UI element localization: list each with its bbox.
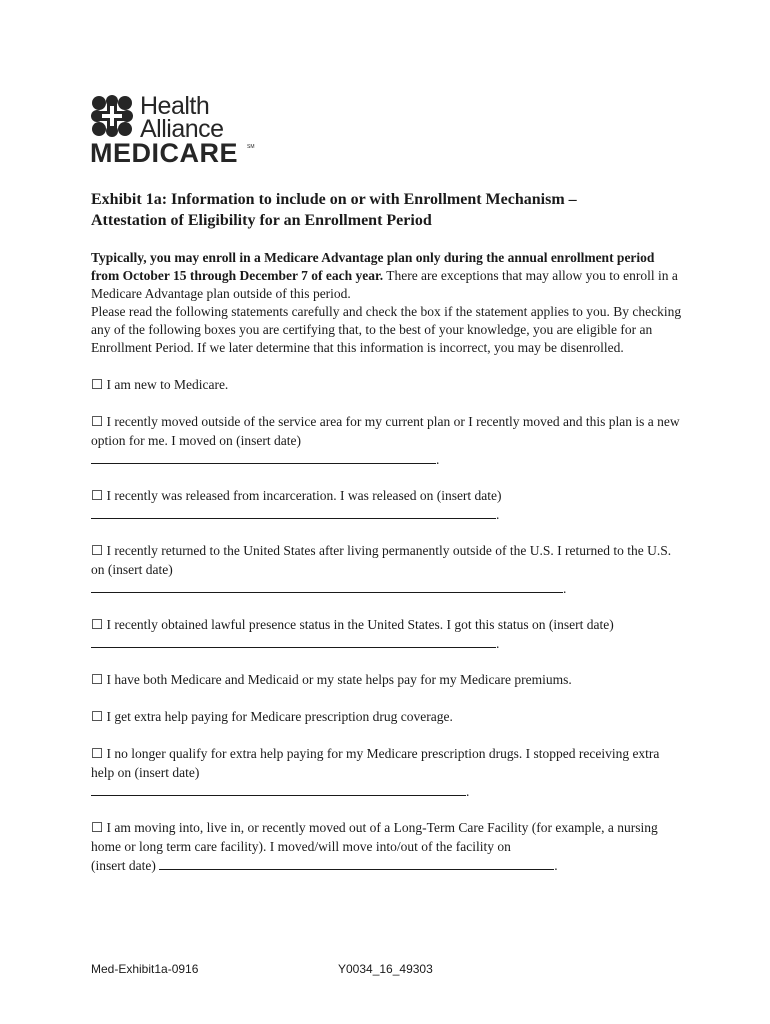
item-text: I recently obtained lawful presence status in the United States. I got this status on (insert date) — [106, 617, 614, 632]
logo-text-health: Health — [140, 92, 210, 120]
attestation-item — [91, 615, 686, 653]
attestation-item — [91, 412, 686, 469]
attestation-item — [91, 375, 686, 394]
attestation-item — [91, 744, 686, 801]
checkbox[interactable]: ☐ — [91, 709, 104, 724]
item-text: I have both Medicare and Medicaid or my state helps pay for my Medicare premiums. — [106, 672, 572, 687]
checkbox[interactable]: ☐ — [91, 617, 104, 632]
date-field[interactable] — [91, 579, 563, 593]
item-text: I am new to Medicare. — [106, 377, 229, 392]
intro-text-2: Please read the following statements carefully and check the box if the statement applies to you. By checking any of the following boxes you are certifying that, to the best of your knowledge, you are eligible for an Enrollment Period. If we later determine that this information is incorrect, you may be disenrolled. — [91, 304, 682, 355]
period: . — [554, 858, 558, 873]
item-suffix: (insert date) — [91, 858, 156, 873]
document-title — [91, 189, 686, 231]
date-field[interactable] — [159, 856, 554, 870]
title-line-2: Attestation of Eligibility for an Enrollment Period — [91, 212, 432, 229]
date-field[interactable] — [91, 782, 466, 796]
checkbox[interactable]: ☐ — [91, 672, 104, 687]
item-text: I get extra help paying for Medicare prescription drug coverage. — [106, 709, 453, 724]
footer-form-code: Med-Exhibit1a-0916 — [91, 962, 199, 976]
item-text: I am moving into, live in, or recently moved out of a Long-Term Care Facility (for example, a nursing home or long term care facility). I moved/will move into/out of the facility on — [91, 820, 658, 854]
checkbox[interactable]: ☐ — [91, 820, 104, 835]
title-line-1: Exhibit 1a: Information to include on or with Enrollment Mechanism – — [91, 191, 577, 208]
item-text: I recently was released from incarceration. I was released on (insert date) — [106, 488, 502, 503]
intro-paragraph — [91, 249, 686, 357]
date-field[interactable] — [91, 450, 436, 464]
attestation-item — [91, 670, 686, 689]
date-field[interactable] — [91, 505, 496, 519]
attestation-item — [91, 486, 686, 524]
item-text: I recently moved outside of the service area for my current plan or I recently moved and this plan is a new option for me. I moved on (insert date) — [91, 414, 680, 448]
intro-text-1: There are exceptions that may allow you to enroll in a Medicare Advantage plan outside of this period. — [91, 268, 678, 301]
service-mark: SM — [247, 144, 255, 150]
attestation-item — [91, 707, 686, 726]
period: . — [496, 507, 500, 522]
checkbox[interactable]: ☐ — [91, 377, 104, 392]
health-alliance-medicare-logo — [90, 94, 270, 168]
period: . — [466, 784, 470, 799]
document-body — [91, 189, 686, 875]
period: . — [496, 636, 500, 651]
logo-text-alliance: Alliance — [140, 115, 224, 143]
footer-plan-code: Y0034_16_49303 — [338, 962, 433, 976]
period: . — [563, 581, 567, 596]
checkbox[interactable]: ☐ — [91, 543, 104, 558]
checkbox[interactable]: ☐ — [91, 488, 104, 503]
checkbox[interactable]: ☐ — [91, 414, 104, 429]
date-field[interactable] — [91, 634, 496, 648]
checkbox[interactable]: ☐ — [91, 746, 104, 761]
logo-text-medicare: MEDICARE — [90, 138, 239, 168]
intro-bold-text: Typically, you may enroll in a Medicare Advantage plan only during the annual enrollment period from October 15 through December 7 of each year. — [91, 250, 655, 283]
item-text: I recently returned to the United States after living permanently outside of the U.S. I returned to the U.S. on (insert date) — [91, 543, 672, 577]
item-text: I no longer qualify for extra help paying for my Medicare prescription drugs. I stopped receiving extra help on (insert date) — [91, 746, 660, 780]
period: . — [436, 452, 440, 467]
attestation-item — [91, 818, 686, 875]
cross-logo-icon — [90, 94, 134, 138]
attestation-item — [91, 541, 686, 598]
